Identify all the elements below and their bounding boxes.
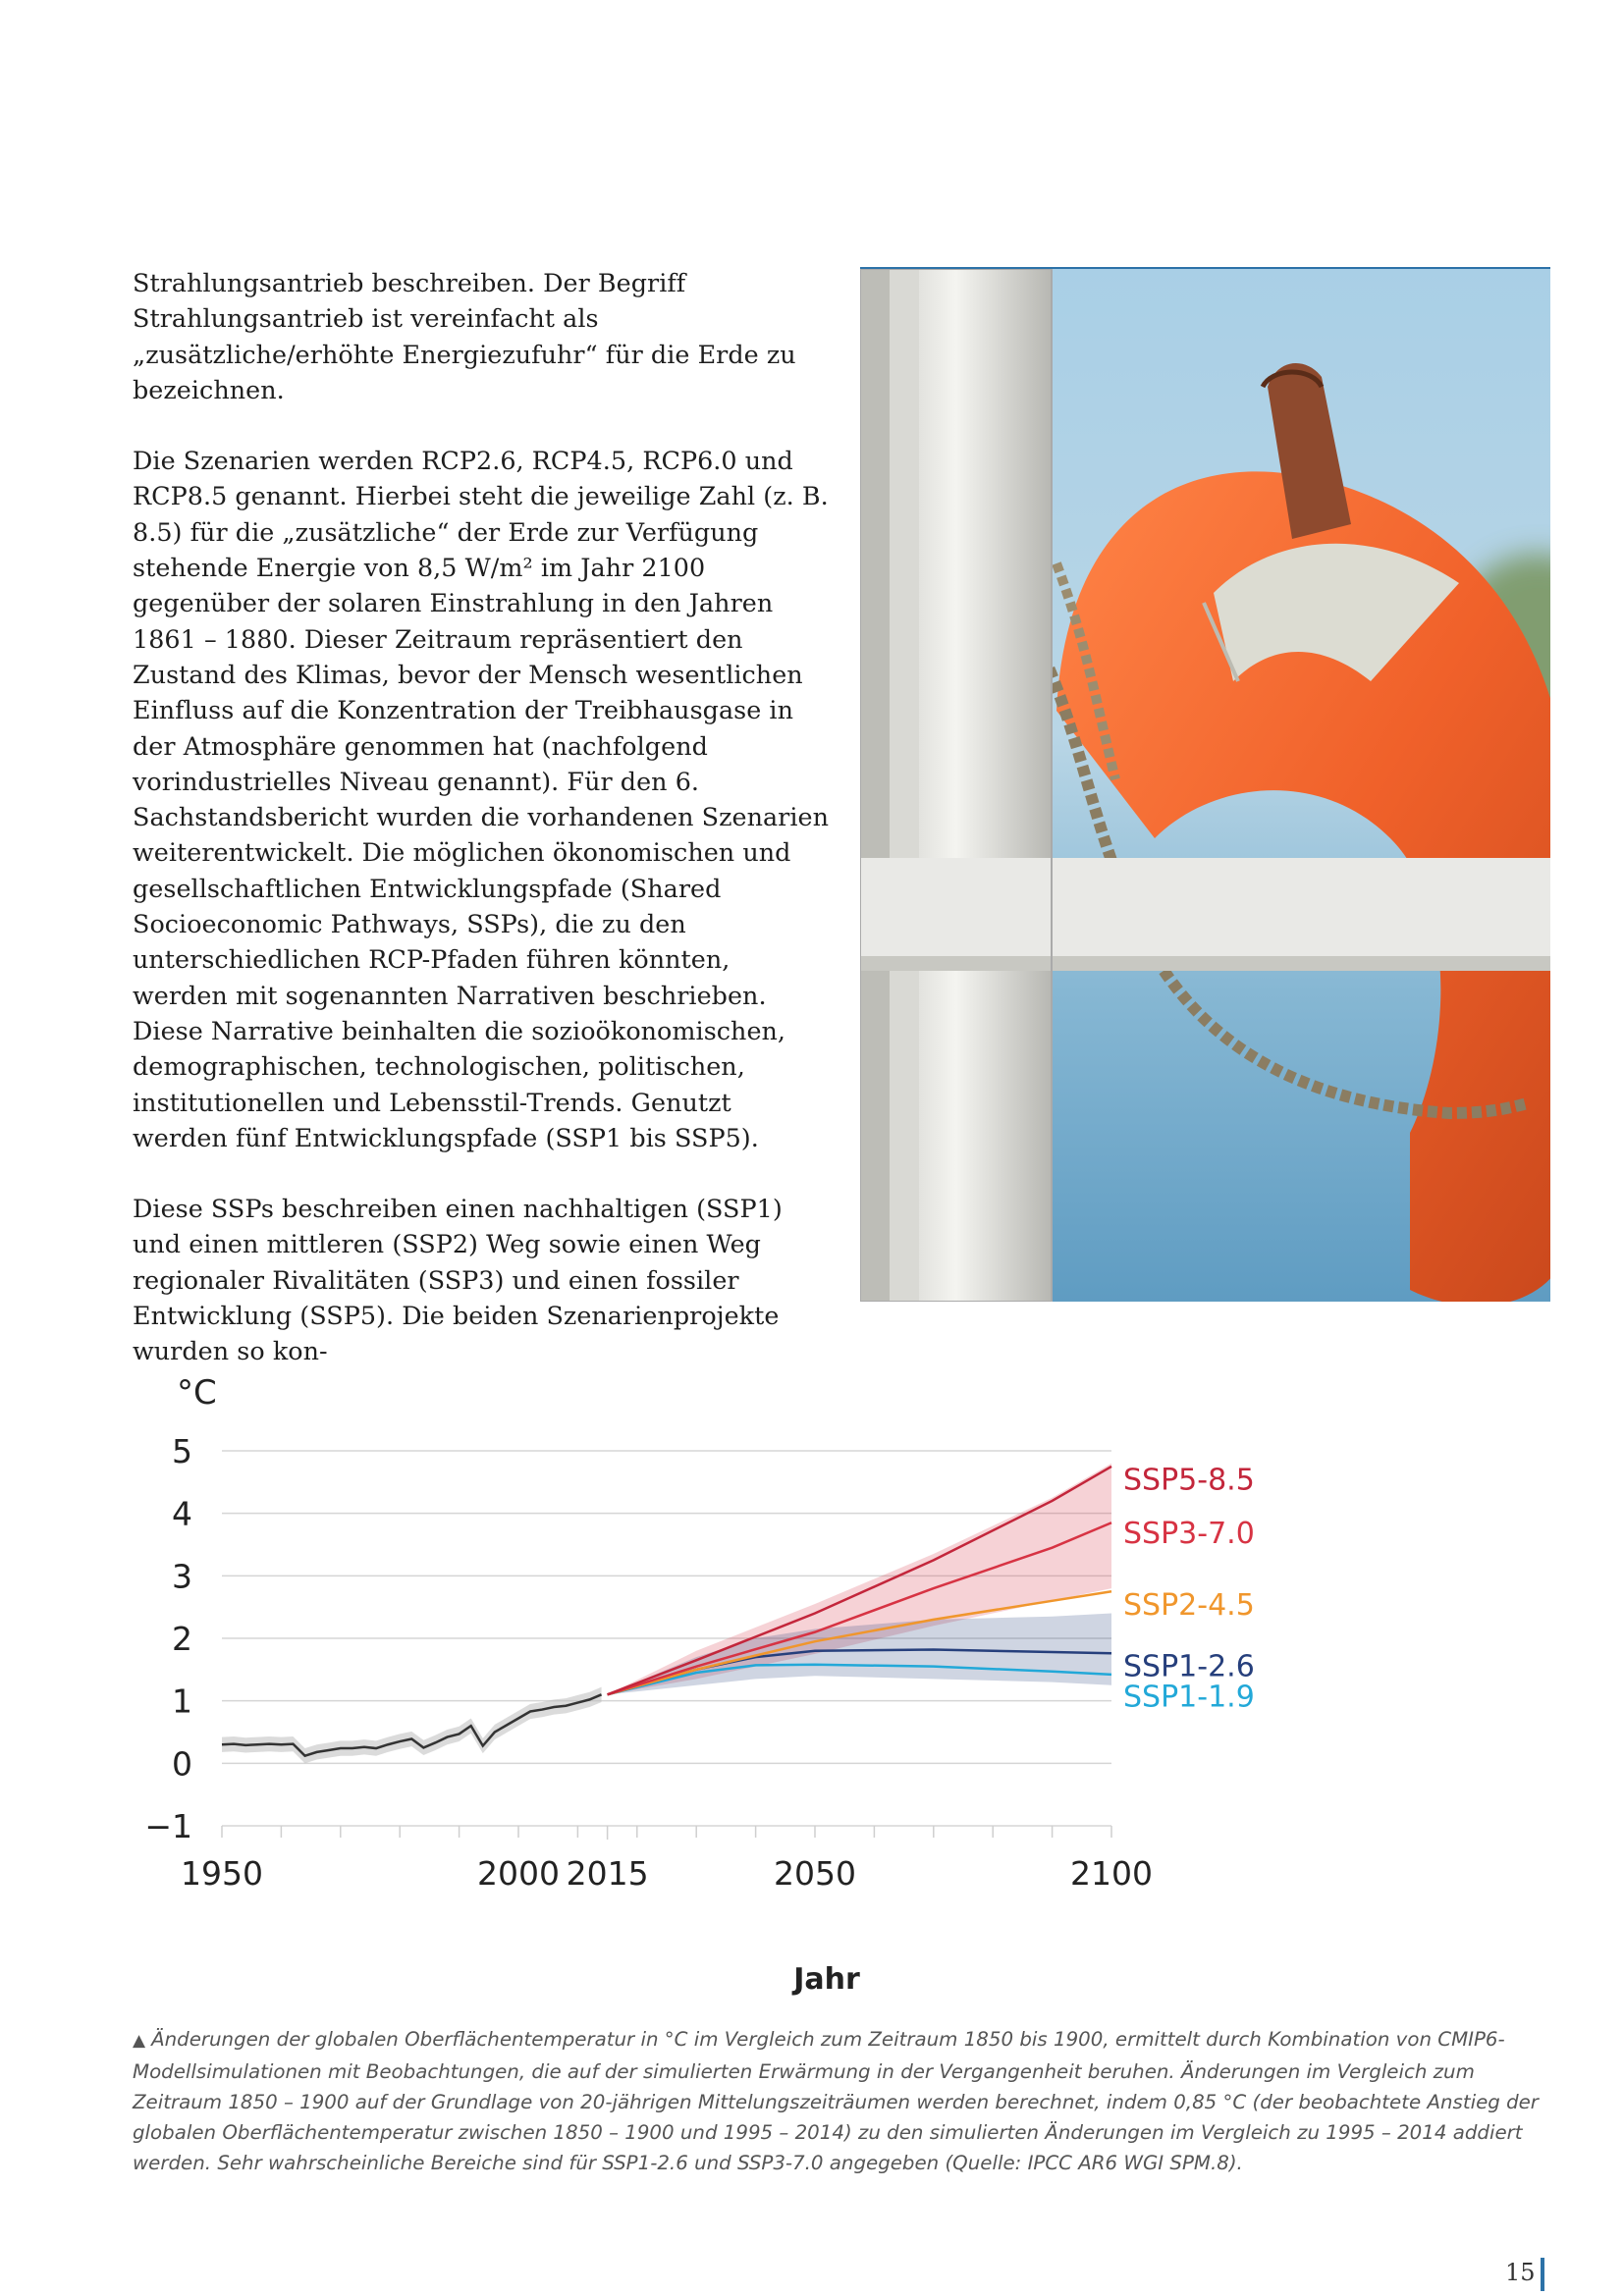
temperature-chart-svg	[128, 1355, 1502, 2002]
band-ssp1-2.6	[608, 1614, 1111, 1695]
lifebuoy-photo	[860, 267, 1550, 1302]
y-axis-label: °C	[177, 1373, 217, 1413]
paragraph-3: Diese SSPs beschreiben einen nachhaltigen (SSP1) und einen mittleren (SSP2) Weg sowie einen Weg regionaler Rivalitäten (SSP3) und einen fossiler Entwicklung (SSP5). Die beiden Szenarienprojekte wurden so kon-	[133, 1194, 783, 1366]
figure-caption	[133, 2024, 1546, 2178]
y-tick-labels	[144, 1432, 192, 1845]
historical-series	[222, 1687, 602, 1764]
page-accent-bar	[1541, 2258, 1544, 2291]
x-tick-label: 1950	[181, 1854, 263, 1893]
series-label-ssp1-1.9: SSP1-1.9	[1123, 1680, 1255, 1715]
y-tick-label: 5	[172, 1432, 192, 1470]
series-label-ssp2-4.5: SSP2-4.5	[1123, 1587, 1255, 1623]
paragraph-2: Die Szenarien werden RCP2.6, RCP4.5, RCP6.0 und RCP8.5 genannt. Hierbei steht die jeweilige Zahl (z. B. 8.5) für die „zusätzliche“ der Erde zur Verfügung stehende Energie von 8,5 W/m² im Jahr 2100 gegenüber der solaren Einstrahlung in den Jahren 1861 – 1880. Dieser Zeitraum repräsentiert den Zustand des Klimas, bevor der Mensch wesentlichen Einfluss auf die Konzentration der Treibhausgase in der Atmosphäre genommen hat (nachfolgend vorindustrielles Niveau genannt). Für den 6. Sachstandsbericht wurden die vorhandenen Szenarien weiterentwickelt. Die möglichen ökonomischen und gesellschaftlichen Entwicklungspfade (Shared Socioeconomic Pathways, SSPs), die zu den unterschiedlichen RCP-Pfaden führen könnten, werden mit sogenannten Narrativen beschrieben. Diese Narrative beinhalten die sozioökonomischen, demographischen, technologischen, politischen, institutionellen und Lebensstil-Trends. Genutzt werden fünf Entwicklungspfade (SSP1 bis SSP5).	[133, 446, 830, 1152]
page-number: 15	[1505, 2259, 1536, 2286]
series-label-ssp1-2.6: SSP1-2.6	[1123, 1649, 1255, 1684]
paragraph-1: Strahlungsantrieb beschreiben. Der Begriff Strahlungsantrieb ist vereinfacht als „zusätzliche/erhöhte Energiezufuhr“ für die Erde zu bezeichnen.	[133, 268, 796, 404]
y-tick-label: 1	[172, 1682, 192, 1721]
y-tick-label: 2	[172, 1620, 192, 1658]
x-tick-label: 2100	[1070, 1854, 1153, 1893]
series-label-ssp3-7.0: SSP3-7.0	[1123, 1516, 1255, 1551]
temperature-chart	[128, 1355, 1502, 2002]
x-tick-label: 2050	[774, 1854, 856, 1893]
x-tick-label: 2000	[477, 1854, 560, 1893]
y-tick-label: −1	[144, 1807, 192, 1845]
series-labels	[1123, 1464, 1255, 1715]
x-tick-labels	[181, 1854, 1153, 1893]
triangle-marker-icon: ▲	[133, 2031, 146, 2051]
lifebuoy-illustration	[860, 269, 1550, 1302]
y-tick-label: 3	[172, 1557, 192, 1596]
y-tick-label: 4	[172, 1494, 192, 1533]
body-text	[133, 265, 832, 1405]
caption-text: Änderungen der globalen Oberflächentemperatur in °C im Vergleich zum Zeitraum 1850 bis 1900, ermittelt durch Kombination von CMIP6-Modellsimulationen mit Beobachtungen, die auf der simulierten Erwärmung in der Vergangenheit beruhen. Änderungen im Vergleich zum Zeitraum 1850 – 1900 auf der Grundlage von 20-jährigen Mittelungszeiträumen werden berechnet, indem 0,85 °C (der beobachtete Anstieg der globalen Oberflächentemperatur zwischen 1850 – 1900 und 1995 – 2014) zu den simulierten Änderungen im Vergleich zu 1995 – 2014 addiert werden. Sehr wahrscheinliche Bereiche sind für SSP1-2.6 und SSP3-7.0 angegeben (Quelle: IPCC AR6 WGI SPM.8).	[133, 2028, 1539, 2174]
y-tick-label: 0	[172, 1744, 192, 1784]
x-tick-label: 2015	[566, 1854, 649, 1893]
x-axis-label: Jahr	[793, 1962, 860, 1997]
historical-band	[222, 1687, 602, 1764]
uncertainty-bands	[608, 1464, 1111, 1695]
series-label-ssp5-8.5: SSP5-8.5	[1123, 1463, 1255, 1498]
